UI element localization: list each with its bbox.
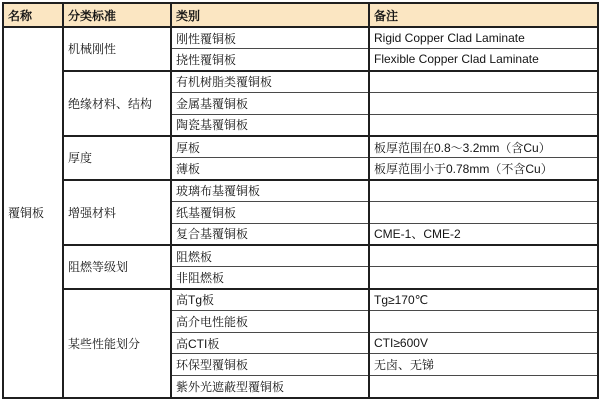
cell-remark: 板厚范围在0.8～3.2mm（含Cu） <box>369 136 598 158</box>
cell-remark: Flexible Copper Clad Laminate <box>369 49 598 71</box>
cell-remark <box>369 92 598 114</box>
cell-remark: CME-1、CME-2 <box>369 223 598 245</box>
header-row <box>3 3 598 27</box>
cell-remark <box>369 245 598 267</box>
cell-category: 环保型覆铜板 <box>171 354 369 376</box>
cell-product-name: 覆铜板 <box>3 27 63 398</box>
cell-category: 纸基覆铜板 <box>171 201 369 223</box>
ccl-table-container <box>2 2 599 399</box>
cell-remark <box>369 180 598 202</box>
column-header-remark: 备注 <box>369 3 598 27</box>
cell-remark <box>369 376 598 398</box>
cell-category: 刚性覆铜板 <box>171 27 369 49</box>
cell-category: 有机树脂类覆铜板 <box>171 71 369 93</box>
cell-remark: Rigid Copper Clad Laminate <box>369 27 598 49</box>
cell-remark <box>369 310 598 332</box>
table-row <box>3 180 598 202</box>
cell-category: 高CTI板 <box>171 332 369 354</box>
cell-category: 阻燃板 <box>171 245 369 267</box>
table-row <box>3 27 598 49</box>
cell-category: 薄板 <box>171 158 369 180</box>
cell-remark <box>369 201 598 223</box>
cell-category: 复合基覆铜板 <box>171 223 369 245</box>
cell-category: 金属基覆铜板 <box>171 92 369 114</box>
column-header-name: 名称 <box>3 3 63 27</box>
table-row <box>3 289 598 311</box>
cell-group-standard: 厚度 <box>63 136 171 180</box>
cell-category: 玻璃布基覆铜板 <box>171 180 369 202</box>
table-row <box>3 71 598 93</box>
table-row <box>3 245 598 267</box>
cell-remark <box>369 267 598 289</box>
cell-category: 高介电性能板 <box>171 310 369 332</box>
cell-remark: Tg≥170℃ <box>369 289 598 311</box>
cell-group-standard: 增强材料 <box>63 180 171 245</box>
column-header-category: 类别 <box>171 3 369 27</box>
cell-remark: 板厚范围小于0.78mm（不含Cu） <box>369 158 598 180</box>
cell-category: 紫外光遮蔽型覆铜板 <box>171 376 369 398</box>
column-header-standard: 分类标准 <box>63 3 171 27</box>
cell-category: 非阻燃板 <box>171 267 369 289</box>
cell-remark: CTI≥600V <box>369 332 598 354</box>
cell-group-standard: 某些性能划分 <box>63 289 171 398</box>
cell-remark: 无卤、无锑 <box>369 354 598 376</box>
cell-category: 高Tg板 <box>171 289 369 311</box>
cell-remark <box>369 71 598 93</box>
cell-category: 陶瓷基覆铜板 <box>171 114 369 136</box>
cell-category: 厚板 <box>171 136 369 158</box>
ccl-classification-table <box>2 2 599 399</box>
table-row <box>3 136 598 158</box>
cell-group-standard: 机械刚性 <box>63 27 171 71</box>
cell-group-standard: 阻燃等级划 <box>63 245 171 289</box>
cell-group-standard: 绝缘材料、结构 <box>63 71 171 136</box>
cell-remark <box>369 114 598 136</box>
cell-category: 挠性覆铜板 <box>171 49 369 71</box>
